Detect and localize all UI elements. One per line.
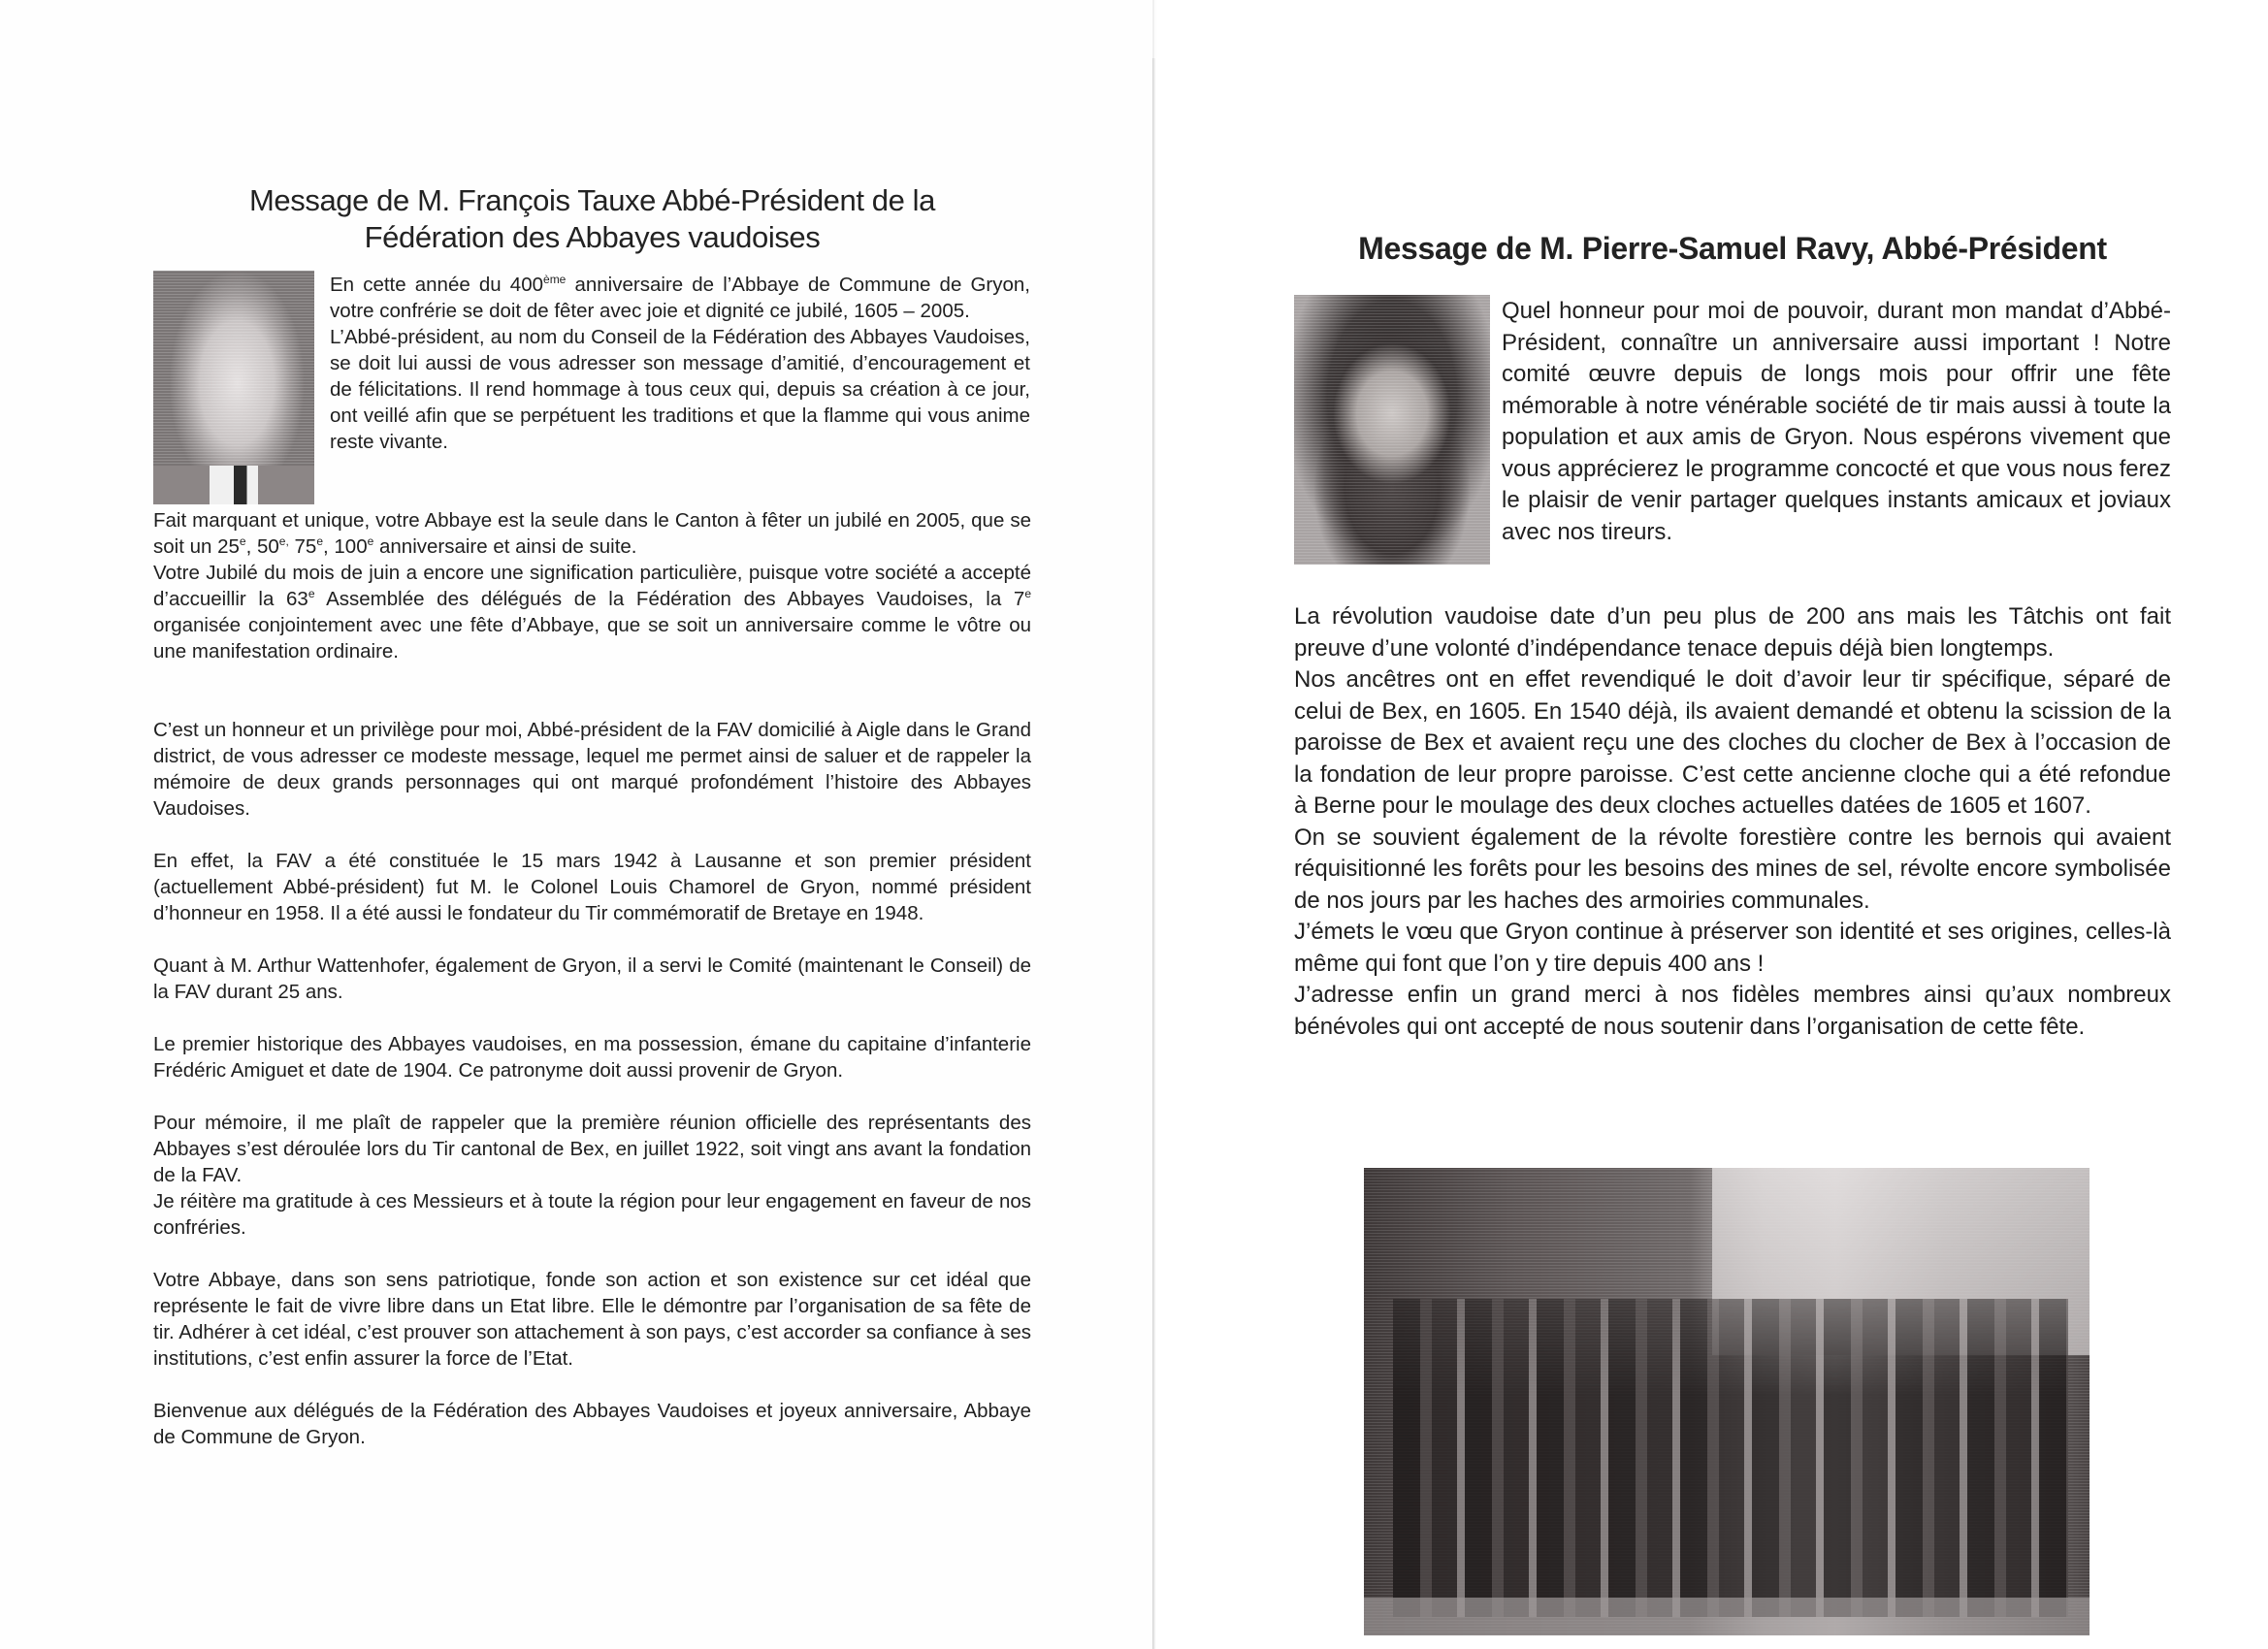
left-paragraph-1: En cette année du 400ème anniversaire de l’Abbaye de Commune de Gryon, votre confrérie se doit de fêter avec joie et dignité ce jubilé, 1605 – 2005.	[330, 273, 1030, 322]
left-paragraph-3: Fait marquant et unique, votre Abbaye est la seule dans le Canton à fêter un jubilé en 2005, que se soit un 25e, $50^{e,}$ 75e, 100e anniversaire et ainsi de suite.	[153, 509, 1031, 558]
left-paragraph-6: En effet, la FAV a été constituée le 15 mars 1942 à Lausanne et son premier président (actuellement Abbé-président) fut M. le Colonel Louis Chamorel de Gryon, nommé président d’honneur en 1958. Il a été aussi le fondateur du Tir commémoratif de Bretaye en 1948.	[153, 850, 1031, 924]
portrait-pierre-samuel-ravy	[1294, 295, 1490, 565]
right-paragraph-2: Nos ancêtres ont en effet revendiqué le doit d’avoir leur tir spécifique, séparé de celui de Bex, en 1605. En 1540 déjà, ils avaient demandé et obtenu la scission de la paroisse de Bex et avaient reçu une des cloches du clocher de Bex à l’occasion de la fondation de leur propre paroisse. C’est cette ancienne cloche qui a été refondue à Berne pour le moulage des deux cloches actuelles datées de 1605 et 1607.	[1294, 666, 2171, 819]
left-page-title	[153, 182, 1031, 256]
left-intro-text	[330, 272, 1030, 455]
left-paragraph-4: Votre Jubilé du mois de juin a encore une signification particulière, puisque votre société a accepté d’accueillir la 63e Assemblée des délégués de la Fédération des Abbayes Vaudoises, la 7e organisée conjointement avec une fête d’Abbaye, que se soit un anniversaire comme le vôtre ou une manifestation ordinaire.	[153, 562, 1032, 663]
left-paragraph-12: Bienvenue aux délégués de la Fédération des Abbayes Vaudoises et joyeux anniversaire, Abbaye de Commune de Gryon.	[153, 1400, 1031, 1448]
left-title-line-1: Message de M. François Tauxe Abbé-Président de la	[248, 183, 935, 217]
right-body-text	[1294, 601, 2171, 1043]
portrait-suit	[153, 466, 314, 504]
right-paragraph-3: On se souvient également de la révolte forestière contre les bernois qui avaient réquisitionné les forêts pour les besoins des mines de sel, révolte encore symbolisée de nos jours par les haches des armoiries communales.	[1294, 824, 2171, 914]
right-page-title: Message de M. Pierre-Samuel Ravy, Abbé-Président	[1358, 231, 2107, 266]
page-fold-top	[1152, 0, 1154, 58]
left-body-text	[153, 507, 1031, 1450]
right-intro-text	[1502, 296, 2171, 548]
left-title-line-2: Fédération des Abbayes vaudoises	[364, 220, 821, 254]
left-paragraph-11: Votre Abbaye, dans son sens patriotique, fonde son action et son existence sur cet idéal que représente le fait de vivre libre dans un Etat libre. Elle le démontre par l’organisation de sa fête de tir. Adhérer à cet idéal, c’est prouver son attachement à son pays, c’est accorder sa confiance à ses institutions, c’est enfin assurer la force de l’Etat.	[153, 1269, 1031, 1370]
left-paragraph-10: Je réitère ma gratitude à ces Messieurs et à toute la région pour leur engagement en faveur de nos confréries.	[153, 1190, 1031, 1239]
left-paragraph-9: Pour mémoire, il me plaît de rappeler que la première réunion officielle des représentants des Abbayes s’est déroulée lors du Tir cantonal de Bex, en juillet 1922, soit vingt ans avant la fondation de la FAV.	[153, 1112, 1031, 1186]
left-paragraph-7: Quant à M. Arthur Wattenhofer, également de Gryon, il a servi le Comité (maintenant le Conseil) de la FAV durant 25 ans.	[153, 954, 1031, 1003]
left-paragraph-5: C’est un honneur et un privilège pour moi, Abbé-président de la FAV domicilié à Aigle dans le Grand district, de vous adresser ce modeste message, lequel me permet ainsi de saluer et de rappeler la mémoire de deux grands personnages qui ont marqué profondément l’histoire des Abbayes Vaudoises.	[153, 719, 1031, 820]
photo-ground	[1364, 1598, 2090, 1635]
left-paragraph-2: L’Abbé-président, au nom du Conseil de la Fédération des Abbayes Vaudoises, se doit lui aussi de vous adresser son message d’amitié, d’encouragement et de félicitations. Il rend hommage à tous ceux qui, depuis sa création à ce jour, ont veillé afin que se perpétuent les traditions et que la flamme qui vous anime reste vivante.	[330, 326, 1030, 453]
right-paragraph-4: J’émets le vœu que Gryon continue à préserver son identité et ses origines, celles-là même qui font que l’on y tire depuis 400 ans !	[1294, 919, 2171, 977]
page-fold	[1152, 58, 1155, 1649]
right-paragraph-intro: Quel honneur pour moi de pouvoir, durant mon mandat d’Abbé-Président, connaître un anniversaire aussi important ! Notre comité œuvre depuis de longs mois pour offrir une fête mémorable à notre vénérable société de tir mais aussi à toute la population et aux amis de Gryon. Nous espérons vivement que vous apprécierez le programme concocté et que vous nous ferez le plaisir de venir partager quelques instants amicaux et joviaux avec nos tireurs.	[1502, 298, 2171, 545]
right-paragraph-1: La révolution vaudoise date d’un peu plus de 200 ans mais les Tâtchis ont fait preuve d’une volonté d’indépendance tenace depuis déjà bien longtemps.	[1294, 603, 2171, 662]
left-paragraph-8: Le premier historique des Abbayes vaudoises, en ma possession, émane du capitaine d’infanterie Frédéric Amiguet et date de 1904. Ce patronyme doit aussi provenir de Gryon.	[153, 1033, 1031, 1082]
portrait-francois-tauxe	[153, 271, 314, 504]
historic-group-photo	[1364, 1168, 2090, 1635]
photo-figures	[1393, 1299, 2068, 1617]
right-paragraph-5: J’adresse enfin un grand merci à nos fidèles membres ainsi qu’aux nombreux bénévoles qui ont accepté de nous soutenir dans l’organisation de cette fête.	[1294, 982, 2171, 1040]
